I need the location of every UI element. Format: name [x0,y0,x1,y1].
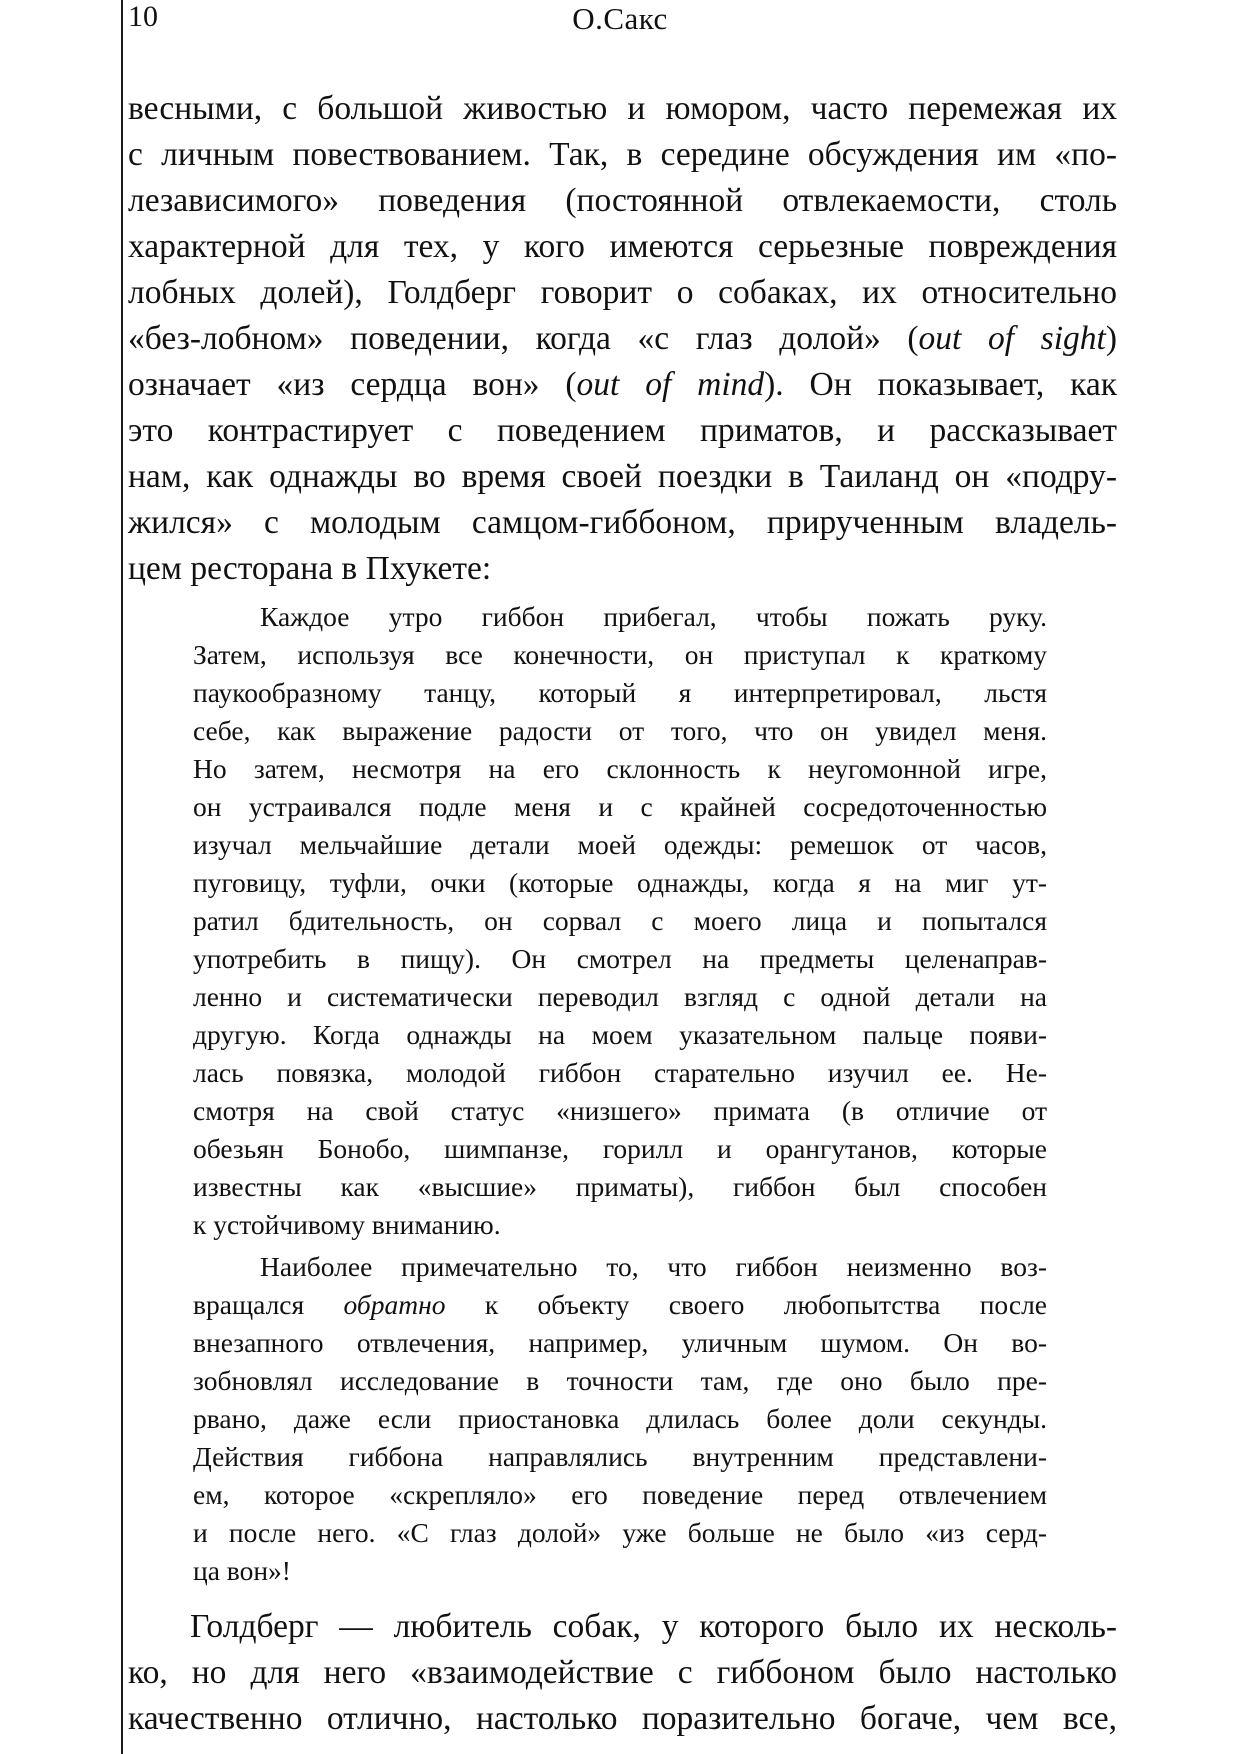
quote-line: употребить в пищу). Он смотрел на предметы целенаправ- [193,943,1047,974]
quote-line: ем, которое «скрепляло» его поведение перед отвлечением [193,1479,1047,1510]
text-segment: вращался [193,1289,344,1320]
text-line [128,362,1117,408]
quote-line: Но затем, несмотря на его склонность к неугомонной игре, [193,753,1047,784]
quote-line: смотря на свой статус «низшего» примата (в отличие от [193,1095,1047,1126]
margin-line [121,0,123,1754]
quote-line: к устойчивому вниманию. [193,1209,501,1240]
quote-line [193,1286,1047,1324]
quote-line: себе, как выражение радости от того, что он увидел меня. [193,715,1047,746]
text-line: это контрастирует с поведением приматов, и рассказывает [128,412,1117,449]
quote-line: ленно и систематически переводил взгляд с одной детали на [193,981,1047,1012]
quote-line: зобновлял исследование в точности там, где оно было пре- [193,1365,1047,1396]
text-segment: ). Он показывает, как [764,366,1117,403]
quote-line: ца вон»! [193,1555,291,1586]
page-number: 10 [128,0,158,33]
text-line: характерной для тех, у кого имеются серьезные повреждения [128,228,1117,265]
text-line: жился» с молодым самцом-гиббоном, прирученным владель- [128,504,1117,541]
quote-line: Наиболее примечательно то, что гиббон неизменно воз- [260,1251,1047,1282]
quote-line: ратил бдительность, он сорвал с моего лица и попытался [193,905,1047,936]
text-segment: «без-лобном» поведении, когда «с глаз долой» ( [128,320,919,357]
quote-line: паукообразному танцу, который я интерпретировал, льстя [193,677,1047,708]
quote-line: известны как «высшие» приматы), гиббон был способен [193,1171,1047,1202]
quote-line: он устраивался подле меня и с крайней сосредоточенностью [193,791,1047,822]
quote-line: обезьян Бонобо, шимпанзе, горилл и орангутанов, которые [193,1133,1047,1164]
text-line: ко, но для него «взаимодействие с гиббоном было настолько [128,1654,1117,1691]
quote-line: Действия гиббона направлялись внутренним представлени- [193,1441,1047,1472]
italic-phrase: out of sight [918,320,1106,357]
quote-line: рвано, даже если приостановка длилась более доли секунды. [193,1403,1047,1434]
running-title: О.Сакс [572,1,668,36]
text-line: цем ресторана в Пхукете: [128,550,492,587]
quote-line: Затем, используя все конечности, он приступал к краткому [193,639,1047,670]
quote-line: Каждое утро гиббон прибегал, чтобы пожать руку. [260,601,1047,632]
italic-phrase: out of mind [576,366,765,403]
text-line: лобных долей), Голдберг говорит о собаках, их относительно [128,274,1117,311]
text-line: качественно отлично, настолько поразительно богаче, чем все, [128,1700,1117,1737]
quote-line: пуговицу, туфли, очки (которые однажды, когда я на миг ут- [193,867,1047,898]
text-line: лезависимого» поведения (постоянной отвлекаемости, столь [128,182,1117,219]
italic-phrase: обратно [343,1289,446,1320]
quote-line: изучал мельчайшие детали моей одежды: ремешок от часов, [193,829,1047,860]
text-line: Голдберг — любитель собак, у которого было их несколь- [190,1608,1117,1645]
text-line: с личным повествованием. Так, в середине обсуждения им «по- [128,136,1117,173]
text-line: весными, с большой живостью и юмором, часто перемежая их [128,90,1117,127]
text-line: нам, как однажды во время своей поездки в Таиланд он «подру- [128,458,1117,495]
text-segment: к объекту своего любопытства после [445,1289,1047,1320]
quote-line: и после него. «С глаз долой» уже больше не было «из серд- [193,1517,1047,1548]
quote-line: внезапного отвлечения, например, уличным шумом. Он во- [193,1327,1047,1358]
text-segment: означает «из сердца вон» ( [128,366,577,403]
quote-line: лась повязка, молодой гиббон старательно изучил ее. Не- [193,1057,1047,1088]
text-segment: ) [1105,320,1117,357]
text-line [128,316,1117,362]
quote-line: другую. Когда однажды на моем указательном пальце появи- [193,1019,1047,1050]
